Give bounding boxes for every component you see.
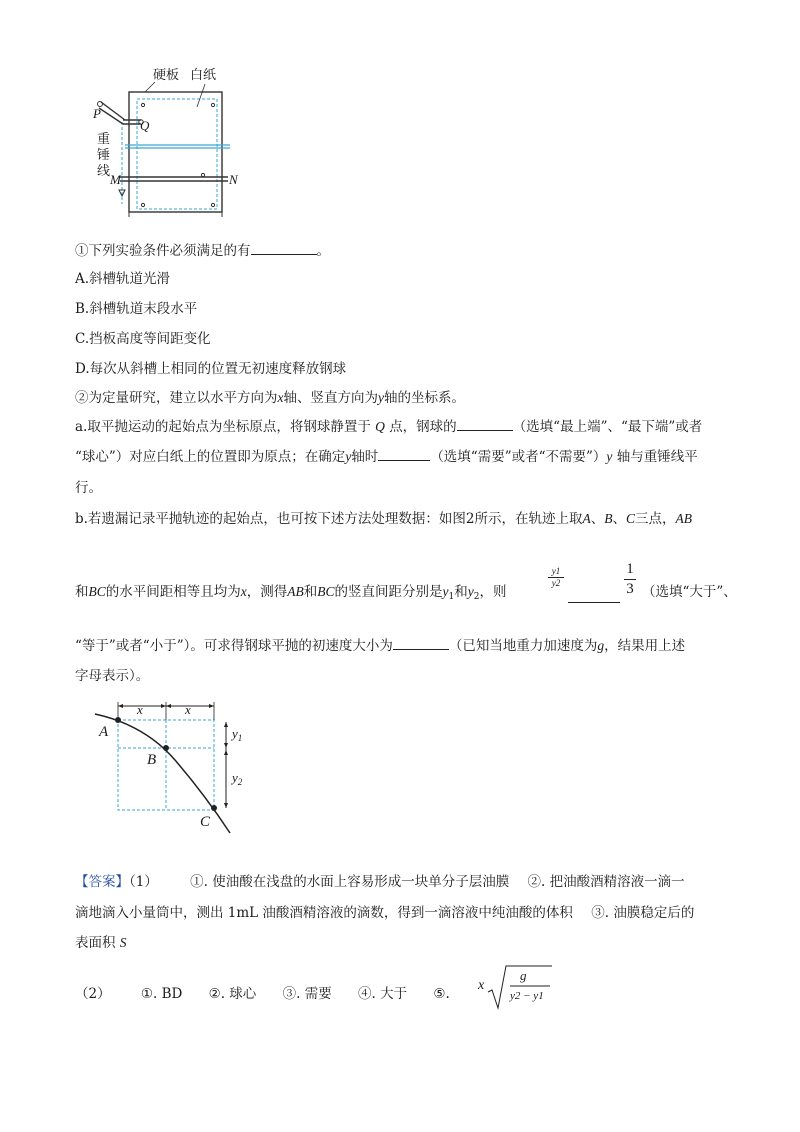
q2a-text-1: a.取平抛运动的起始点为坐标原点，将钢球静置于 bbox=[75, 419, 371, 435]
answer-part2-5: ⑤. bbox=[433, 986, 450, 1002]
label-p: P bbox=[93, 106, 101, 121]
q2-x: x bbox=[277, 390, 284, 405]
q2c-y1: y bbox=[442, 584, 449, 599]
q2b-b: B bbox=[604, 511, 613, 526]
q2b-text-1: b.若遗漏记录平抛轨迹的起始点，也可按下述方法处理数据：如图2所示，在轨迹上取 bbox=[75, 511, 583, 527]
fig2-point-b: B bbox=[147, 752, 157, 768]
q2a-blank-1[interactable] bbox=[457, 418, 513, 431]
q2a-text-2: 点，钢球的 bbox=[389, 419, 457, 435]
answer-part1-1: ①. 使油酸在浅盘的水面上容易形成一块单分子层油膜 bbox=[190, 874, 510, 890]
q2d-text-1: “等于”或者“小于”）。可求得钢球平抛的初速度大小为 bbox=[75, 638, 393, 654]
answer-part1-label: （1） bbox=[129, 874, 158, 890]
option-b: B.斜槽轨道末段水平 bbox=[75, 301, 198, 317]
q1-answer-blank[interactable] bbox=[251, 242, 317, 255]
label-m: M bbox=[110, 172, 121, 187]
label-plumb-1: 重 bbox=[97, 132, 111, 147]
q2-y: y bbox=[378, 390, 384, 405]
q2a-q: Q bbox=[375, 419, 385, 434]
q2d-text-2: （已知当地重力加速度为 bbox=[448, 638, 598, 654]
answer-line-4 bbox=[75, 985, 450, 1003]
q2a-text-6: （选填“需要”或者“不需要”） bbox=[430, 449, 607, 465]
option-a: A.斜槽轨道光滑 bbox=[75, 271, 171, 287]
fig2-point-c: C bbox=[200, 814, 211, 830]
q2b-ab: AB bbox=[675, 511, 693, 526]
q2b-text-2: 三点， bbox=[635, 511, 676, 527]
q2c-text-6: 和 bbox=[454, 584, 468, 600]
answer-part1-2: ②. 把油酸酒精溶液一滴一 bbox=[527, 874, 685, 890]
q2b-sep-1: 、 bbox=[590, 511, 605, 527]
q2c-text-5: 的竖直间距分别是 bbox=[334, 584, 443, 600]
formula-den: y2 − y1 bbox=[510, 990, 544, 1002]
q2e-line: 字母表示）。 bbox=[75, 668, 150, 684]
q2a-y2: y bbox=[606, 449, 613, 464]
label-white-paper: 白纸 bbox=[190, 68, 217, 83]
q2c-text-3: ，测得 bbox=[246, 584, 288, 600]
option-c: C.挡板高度等间距变化 bbox=[75, 331, 211, 347]
q2c-bc2: BC bbox=[317, 584, 335, 599]
answer-part2-2: ②. 球心 bbox=[208, 986, 257, 1002]
q2b-sep-2: 、 bbox=[612, 511, 627, 527]
q2a-line-3: 行。 bbox=[75, 480, 102, 496]
fig2-x-label-1: x bbox=[137, 702, 143, 717]
fig2-x-label-2: x bbox=[185, 702, 191, 717]
fig2-y2-label bbox=[232, 770, 242, 787]
fig2-y2-sub: 2 bbox=[237, 777, 243, 787]
third-num: 1 bbox=[626, 561, 634, 577]
fig2-point-a: A bbox=[99, 724, 109, 740]
question-1-prompt bbox=[75, 242, 330, 260]
figure-1 bbox=[85, 62, 245, 222]
q2c-text-2: 的水平间距相等且均为 bbox=[105, 584, 241, 600]
q2a-y: y bbox=[345, 449, 352, 464]
fig2-y1-label bbox=[232, 726, 242, 743]
answer-tag: 【答案】 bbox=[75, 874, 129, 890]
q2c-text-7: ，则 bbox=[479, 584, 507, 600]
label-q: Q bbox=[140, 118, 150, 133]
answer-line-1 bbox=[75, 873, 685, 891]
fraction-num: y1 bbox=[551, 566, 561, 576]
q2a-blank-2[interactable] bbox=[378, 448, 430, 461]
q1-text: ①下列实验条件必须满足的有 bbox=[75, 243, 251, 259]
answer-part1-3: 滴地滴入小量筒中，测出 1mL 油酸酒精溶液的滴数，得到一滴溶液中纯油酸的体积 bbox=[75, 905, 573, 921]
formula-g: g bbox=[520, 968, 527, 983]
q2b-blank-compare[interactable] bbox=[568, 590, 620, 603]
q2-intro-2: 轴、竖直方向为 bbox=[283, 390, 378, 406]
q2d-line bbox=[75, 637, 685, 655]
q2d-blank[interactable] bbox=[393, 637, 449, 650]
label-plumb-2: 锤 bbox=[97, 148, 111, 163]
q2c-bc: BC bbox=[88, 584, 106, 599]
q2c-text-1: 和 bbox=[75, 584, 89, 600]
fig2-y1: y bbox=[232, 726, 238, 741]
q2a-text-3: （选填“最上端”、“最下端”或者 bbox=[512, 419, 703, 435]
answer-part2-label: （2） bbox=[75, 986, 111, 1002]
fraction-one-third bbox=[624, 560, 636, 599]
q2b-line-2 bbox=[75, 583, 507, 606]
q2a-text-5: 轴时 bbox=[351, 449, 379, 465]
q2b-line-1 bbox=[75, 510, 692, 528]
q2c-text-4: 和 bbox=[303, 584, 318, 600]
label-hard-board: 硬板 bbox=[153, 68, 180, 83]
label-plumb-3: 线 bbox=[97, 164, 111, 179]
q2c-y1-sub: 1 bbox=[448, 592, 455, 602]
option-d: D.每次从斜槽上相同的位置无初速度释放钢球 bbox=[75, 361, 347, 377]
question-2-intro bbox=[75, 389, 465, 407]
fraction-den: y2 bbox=[548, 577, 564, 589]
q2c-y2: y bbox=[467, 584, 474, 599]
q2c-x: x bbox=[240, 584, 247, 599]
answer-line-2 bbox=[75, 904, 694, 922]
q2-intro-3: 轴的坐标系。 bbox=[384, 390, 465, 406]
q2c-text-8: （选填“大于”、 bbox=[642, 584, 737, 600]
q2b-a: A bbox=[582, 511, 591, 526]
q2d-text-3: ，结果用上述 bbox=[604, 638, 686, 654]
formula-x: x bbox=[478, 978, 485, 993]
q2-intro-1: ②为定量研究，建立以水平方向为 bbox=[75, 390, 278, 406]
q2b-c: C bbox=[626, 511, 636, 526]
answer-formula bbox=[478, 962, 558, 1012]
answer-line-3 bbox=[75, 934, 127, 952]
q2c-y2-sub: 2 bbox=[473, 592, 480, 602]
q2a-text-4: “球心”）对应白纸上的位置即为原点；在确定 bbox=[75, 449, 346, 465]
q1-end: 。 bbox=[316, 243, 330, 259]
fig2-y2: y bbox=[232, 770, 238, 785]
q2d-g: g bbox=[597, 638, 605, 653]
fraction-y1-y2 bbox=[548, 566, 564, 589]
answer-part2-3: ③. 需要 bbox=[282, 986, 332, 1002]
answer-part2-1: ①. BD bbox=[140, 986, 183, 1002]
answer-part2-4: ④. 大于 bbox=[358, 986, 408, 1002]
q2a-line-2 bbox=[75, 448, 698, 466]
q2c-ab: AB bbox=[287, 584, 304, 599]
fig2-y1-sub: 1 bbox=[237, 733, 243, 743]
label-n: N bbox=[229, 172, 238, 187]
third-den: 3 bbox=[624, 579, 636, 599]
answer-part1-4: ③. 油膜稳定后的 bbox=[591, 905, 695, 921]
figure-2 bbox=[85, 700, 265, 840]
q2a-text-7: 轴与重锤线平 bbox=[616, 449, 698, 465]
answer-part1-s: S bbox=[119, 935, 127, 950]
q2a-line-1 bbox=[75, 418, 702, 436]
answer-part1-5: 表面积 bbox=[75, 935, 116, 951]
